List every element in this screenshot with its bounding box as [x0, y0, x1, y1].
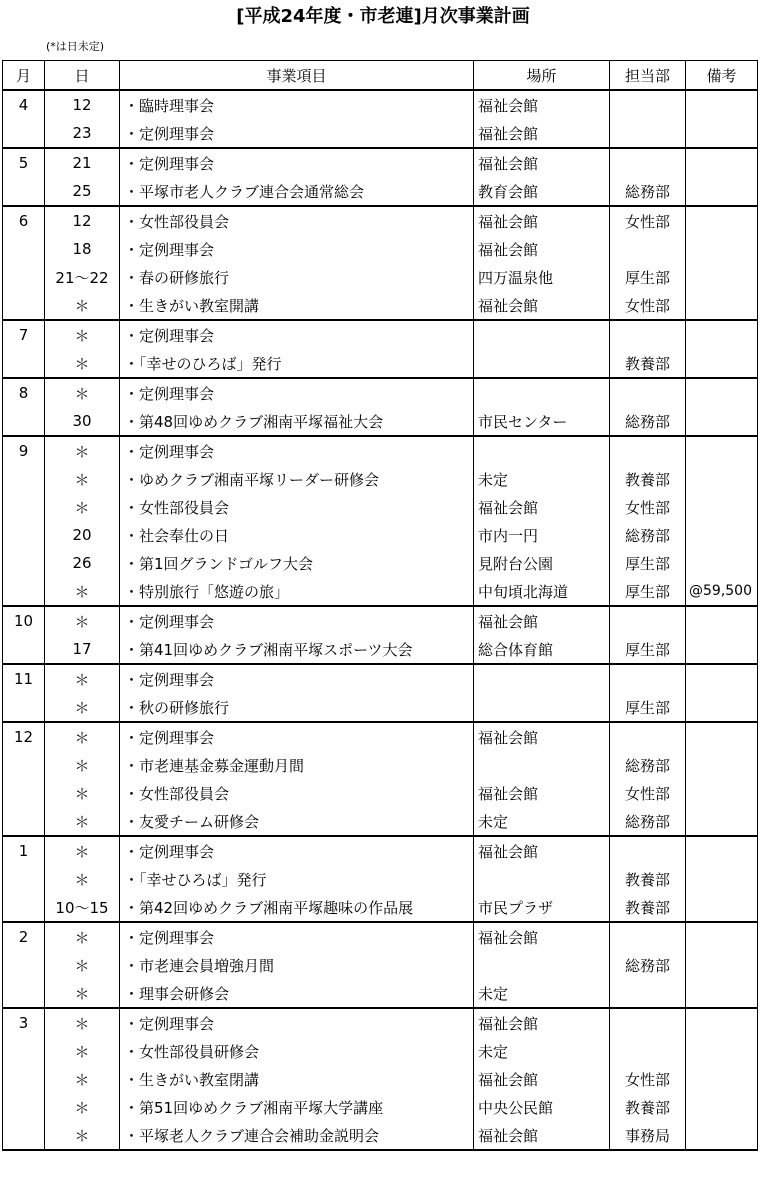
month-group	[3, 606, 758, 664]
cell-day: ＊	[45, 722, 120, 751]
cell-month	[3, 577, 45, 606]
table-row	[3, 263, 758, 291]
cell-notes	[686, 693, 758, 722]
cell-dept: 厚生部	[610, 693, 686, 722]
cell-place	[474, 378, 610, 407]
cell-notes	[686, 148, 758, 177]
cell-notes	[686, 320, 758, 349]
cell-dept: 厚生部	[610, 263, 686, 291]
cell-place: 福祉会館	[474, 90, 610, 119]
cell-month	[3, 751, 45, 779]
cell-item: ・春の研修旅行	[120, 263, 474, 291]
cell-day: ＊	[45, 951, 120, 979]
cell-notes	[686, 606, 758, 635]
cell-month	[3, 1121, 45, 1150]
cell-month: 8	[3, 378, 45, 407]
cell-day: ＊	[45, 664, 120, 693]
cell-place: 福祉会館	[474, 922, 610, 951]
cell-day: ＊	[45, 865, 120, 893]
cell-notes	[686, 836, 758, 865]
cell-dept: 女性部	[610, 291, 686, 320]
month-group	[3, 664, 758, 722]
cell-notes	[686, 378, 758, 407]
month-group	[3, 378, 758, 436]
cell-notes	[686, 807, 758, 836]
cell-item: ・第48回ゆめクラブ湘南平塚福祉大会	[120, 407, 474, 436]
month-group	[3, 436, 758, 606]
cell-place: 市民プラザ	[474, 893, 610, 922]
cell-item: ・「幸せひろば」発行	[120, 865, 474, 893]
cell-place: 未定	[474, 1037, 610, 1065]
cell-notes	[686, 664, 758, 693]
cell-item: ・定例理事会	[120, 148, 474, 177]
table-row	[3, 1065, 758, 1093]
cell-notes	[686, 263, 758, 291]
cell-dept: 女性部	[610, 779, 686, 807]
cell-notes	[686, 1121, 758, 1150]
cell-month	[3, 119, 45, 148]
cell-day: 21～22	[45, 263, 120, 291]
cell-dept: 厚生部	[610, 577, 686, 606]
cell-month	[3, 349, 45, 378]
cell-month: 11	[3, 664, 45, 693]
cell-item: ・生きがい教室開講	[120, 291, 474, 320]
header-day: 日	[45, 61, 120, 91]
cell-dept: 総務部	[610, 951, 686, 979]
cell-day: ＊	[45, 493, 120, 521]
cell-dept	[610, 148, 686, 177]
cell-month	[3, 1065, 45, 1093]
cell-item: ・「幸せのひろば」発行	[120, 349, 474, 378]
month-group	[3, 722, 758, 836]
table-row	[3, 865, 758, 893]
cell-dept	[610, 722, 686, 751]
cell-place: 未定	[474, 979, 610, 1008]
cell-dept: 事務局	[610, 1121, 686, 1150]
cell-place: 中央公民館	[474, 1093, 610, 1121]
cell-notes	[686, 407, 758, 436]
page-title: [平成24年度・市老連]月次事業計画	[236, 6, 530, 27]
cell-item: ・市老連基金募金運動月間	[120, 751, 474, 779]
cell-notes	[686, 922, 758, 951]
cell-notes	[686, 349, 758, 378]
cell-item: ・平塚老人クラブ連合会補助金説明会	[120, 1121, 474, 1150]
table-row	[3, 235, 758, 263]
cell-item: ・定例理事会	[120, 378, 474, 407]
cell-notes	[686, 119, 758, 148]
cell-notes	[686, 722, 758, 751]
cell-item: ・平塚市老人クラブ連合会通常総会	[120, 177, 474, 206]
cell-month	[3, 291, 45, 320]
table-row	[3, 606, 758, 635]
cell-notes	[686, 206, 758, 235]
cell-place	[474, 320, 610, 349]
cell-month	[3, 465, 45, 493]
table-row	[3, 148, 758, 177]
cell-item: ・定例理事会	[120, 119, 474, 148]
month-group	[3, 1008, 758, 1150]
cell-item: ・定例理事会	[120, 436, 474, 465]
cell-item: ・定例理事会	[120, 664, 474, 693]
table-row	[3, 951, 758, 979]
cell-item: ・社会奉仕の日	[120, 521, 474, 549]
table-row	[3, 779, 758, 807]
cell-day: 23	[45, 119, 120, 148]
cell-dept: 教養部	[610, 1093, 686, 1121]
cell-day: 10～15	[45, 893, 120, 922]
schedule-table	[2, 60, 758, 1151]
cell-month	[3, 521, 45, 549]
cell-day: ＊	[45, 807, 120, 836]
cell-dept: 教養部	[610, 465, 686, 493]
cell-notes	[686, 1093, 758, 1121]
cell-place: 福祉会館	[474, 1121, 610, 1150]
cell-month: 5	[3, 148, 45, 177]
month-group	[3, 922, 758, 1008]
cell-dept	[610, 664, 686, 693]
cell-day: ＊	[45, 1008, 120, 1037]
cell-day: ＊	[45, 693, 120, 722]
cell-dept: 教養部	[610, 865, 686, 893]
cell-item: ・臨時理事会	[120, 90, 474, 119]
table-row	[3, 635, 758, 664]
table-row	[3, 320, 758, 349]
cell-place: 四万温泉他	[474, 263, 610, 291]
header-row	[3, 61, 758, 91]
table-row	[3, 378, 758, 407]
month-group	[3, 206, 758, 320]
table-row	[3, 206, 758, 235]
cell-item: ・第51回ゆめクラブ湘南平塚大学講座	[120, 1093, 474, 1121]
cell-dept: 教養部	[610, 893, 686, 922]
month-group	[3, 836, 758, 922]
table-row	[3, 577, 758, 606]
cell-place: 福祉会館	[474, 606, 610, 635]
cell-place: 市民センター	[474, 407, 610, 436]
cell-item: ・特別旅行「悠遊の旅」	[120, 577, 474, 606]
cell-place: 福祉会館	[474, 119, 610, 148]
cell-place	[474, 951, 610, 979]
cell-item: ・定例理事会	[120, 922, 474, 951]
table-row	[3, 807, 758, 836]
cell-dept: 厚生部	[610, 549, 686, 577]
cell-place: 中旬頃北海道	[474, 577, 610, 606]
cell-month	[3, 807, 45, 836]
cell-notes	[686, 291, 758, 320]
cell-day: ＊	[45, 320, 120, 349]
cell-day: 17	[45, 635, 120, 664]
cell-notes	[686, 436, 758, 465]
cell-dept	[610, 836, 686, 865]
cell-item: ・第41回ゆめクラブ湘南平塚スポーツ大会	[120, 635, 474, 664]
cell-month	[3, 263, 45, 291]
cell-day: ＊	[45, 979, 120, 1008]
cell-item: ・女性部役員研修会	[120, 1037, 474, 1065]
cell-dept	[610, 1037, 686, 1065]
cell-month	[3, 407, 45, 436]
cell-place	[474, 664, 610, 693]
cell-dept: 女性部	[610, 1065, 686, 1093]
cell-day: ＊	[45, 1093, 120, 1121]
cell-day: ＊	[45, 577, 120, 606]
cell-notes	[686, 90, 758, 119]
table-row	[3, 664, 758, 693]
cell-place	[474, 693, 610, 722]
cell-day: 12	[45, 206, 120, 235]
cell-day: ＊	[45, 836, 120, 865]
cell-dept: 総務部	[610, 177, 686, 206]
cell-dept: 教養部	[610, 349, 686, 378]
cell-place: 福祉会館	[474, 722, 610, 751]
cell-place	[474, 436, 610, 465]
cell-dept	[610, 606, 686, 635]
cell-day: ＊	[45, 922, 120, 951]
cell-place	[474, 349, 610, 378]
cell-item: ・理事会研修会	[120, 979, 474, 1008]
cell-month: 12	[3, 722, 45, 751]
cell-day: ＊	[45, 436, 120, 465]
cell-dept: 厚生部	[610, 635, 686, 664]
cell-dept	[610, 922, 686, 951]
cell-day: 30	[45, 407, 120, 436]
cell-item: ・女性部役員会	[120, 206, 474, 235]
cell-dept: 総務部	[610, 807, 686, 836]
cell-item: ・定例理事会	[120, 606, 474, 635]
date-note: (*は日未定)	[46, 40, 105, 53]
cell-dept	[610, 90, 686, 119]
cell-month	[3, 549, 45, 577]
cell-notes	[686, 779, 758, 807]
header-dept: 担当部	[610, 61, 686, 91]
cell-month	[3, 693, 45, 722]
table-row	[3, 1121, 758, 1150]
cell-month: 4	[3, 90, 45, 119]
cell-item: ・定例理事会	[120, 722, 474, 751]
cell-month	[3, 235, 45, 263]
cell-day: ＊	[45, 779, 120, 807]
cell-notes	[686, 979, 758, 1008]
cell-day: ＊	[45, 465, 120, 493]
header-item: 事業項目	[120, 61, 474, 91]
cell-month: 10	[3, 606, 45, 635]
table-row	[3, 177, 758, 206]
cell-dept	[610, 320, 686, 349]
cell-dept	[610, 979, 686, 1008]
cell-notes	[686, 893, 758, 922]
table-row	[3, 979, 758, 1008]
table-row	[3, 722, 758, 751]
cell-notes	[686, 865, 758, 893]
cell-day: ＊	[45, 378, 120, 407]
cell-place: 福祉会館	[474, 148, 610, 177]
cell-dept: 女性部	[610, 206, 686, 235]
month-group	[3, 90, 758, 148]
cell-day: ＊	[45, 751, 120, 779]
cell-day: 18	[45, 235, 120, 263]
cell-item: ・友愛チーム研修会	[120, 807, 474, 836]
cell-month: 7	[3, 320, 45, 349]
cell-place: 福祉会館	[474, 1065, 610, 1093]
table-row	[3, 119, 758, 148]
cell-notes	[686, 635, 758, 664]
cell-dept: 総務部	[610, 407, 686, 436]
cell-notes	[686, 465, 758, 493]
cell-notes	[686, 751, 758, 779]
header-notes: 備考	[686, 61, 758, 91]
cell-item: ・定例理事会	[120, 320, 474, 349]
cell-month	[3, 893, 45, 922]
cell-day: 20	[45, 521, 120, 549]
cell-notes	[686, 177, 758, 206]
cell-place: 総合体育館	[474, 635, 610, 664]
cell-day: 26	[45, 549, 120, 577]
cell-month: 9	[3, 436, 45, 465]
table-row	[3, 549, 758, 577]
cell-dept	[610, 119, 686, 148]
cell-place: 福祉会館	[474, 206, 610, 235]
cell-notes	[686, 549, 758, 577]
cell-dept: 総務部	[610, 521, 686, 549]
cell-place: 福祉会館	[474, 235, 610, 263]
cell-month: 2	[3, 922, 45, 951]
table-row	[3, 1093, 758, 1121]
cell-month: 6	[3, 206, 45, 235]
cell-dept	[610, 378, 686, 407]
cell-place: 福祉会館	[474, 836, 610, 865]
cell-day: ＊	[45, 1065, 120, 1093]
cell-item: ・定例理事会	[120, 836, 474, 865]
table-row	[3, 1037, 758, 1065]
table-row	[3, 836, 758, 865]
cell-month: 3	[3, 1008, 45, 1037]
table-row	[3, 90, 758, 119]
cell-place: 見附台公園	[474, 549, 610, 577]
table-row	[3, 436, 758, 465]
cell-item: ・秋の研修旅行	[120, 693, 474, 722]
cell-dept	[610, 1008, 686, 1037]
cell-place: 未定	[474, 807, 610, 836]
cell-item: ・女性部役員会	[120, 493, 474, 521]
cell-month	[3, 635, 45, 664]
table-row	[3, 465, 758, 493]
cell-day: ＊	[45, 1037, 120, 1065]
cell-month	[3, 979, 45, 1008]
table-row	[3, 493, 758, 521]
cell-notes	[686, 951, 758, 979]
cell-day: ＊	[45, 606, 120, 635]
cell-item: ・ゆめクラブ湘南平塚リーダー研修会	[120, 465, 474, 493]
cell-month	[3, 779, 45, 807]
table-row	[3, 922, 758, 951]
cell-item: ・第1回グランドゴルフ大会	[120, 549, 474, 577]
cell-notes	[686, 493, 758, 521]
cell-place: 市内一円	[474, 521, 610, 549]
cell-dept: 女性部	[610, 493, 686, 521]
cell-notes	[686, 235, 758, 263]
month-group	[3, 148, 758, 206]
cell-notes: @59,500	[686, 577, 758, 606]
table-row	[3, 349, 758, 378]
cell-item: ・市老連会員増強月間	[120, 951, 474, 979]
table-row	[3, 407, 758, 436]
table-row	[3, 893, 758, 922]
cell-notes	[686, 1065, 758, 1093]
cell-dept	[610, 235, 686, 263]
cell-item: ・定例理事会	[120, 235, 474, 263]
cell-notes	[686, 1037, 758, 1065]
cell-place: 教育会館	[474, 177, 610, 206]
cell-place	[474, 865, 610, 893]
cell-day: 12	[45, 90, 120, 119]
cell-month	[3, 1037, 45, 1065]
cell-place: 未定	[474, 465, 610, 493]
cell-item: ・生きがい教室閉講	[120, 1065, 474, 1093]
cell-month	[3, 865, 45, 893]
cell-place: 福祉会館	[474, 493, 610, 521]
cell-day: 25	[45, 177, 120, 206]
cell-month: 1	[3, 836, 45, 865]
cell-notes	[686, 521, 758, 549]
header-month: 月	[3, 61, 45, 91]
cell-dept	[610, 436, 686, 465]
month-group	[3, 320, 758, 378]
cell-month	[3, 177, 45, 206]
cell-month	[3, 951, 45, 979]
cell-notes	[686, 1008, 758, 1037]
cell-dept: 総務部	[610, 751, 686, 779]
header-place: 場所	[474, 61, 610, 91]
cell-month	[3, 493, 45, 521]
table-row	[3, 693, 758, 722]
cell-place: 福祉会館	[474, 1008, 610, 1037]
table-row	[3, 751, 758, 779]
cell-day: 21	[45, 148, 120, 177]
cell-place	[474, 751, 610, 779]
cell-place: 福祉会館	[474, 291, 610, 320]
cell-day: ＊	[45, 1121, 120, 1150]
table-row	[3, 291, 758, 320]
table-row	[3, 521, 758, 549]
cell-item: ・第42回ゆめクラブ湘南平塚趣味の作品展	[120, 893, 474, 922]
cell-day: ＊	[45, 291, 120, 320]
table-header	[3, 61, 758, 91]
cell-item: ・女性部役員会	[120, 779, 474, 807]
cell-month	[3, 1093, 45, 1121]
cell-item: ・定例理事会	[120, 1008, 474, 1037]
cell-day: ＊	[45, 349, 120, 378]
cell-place: 福祉会館	[474, 779, 610, 807]
table-row	[3, 1008, 758, 1037]
